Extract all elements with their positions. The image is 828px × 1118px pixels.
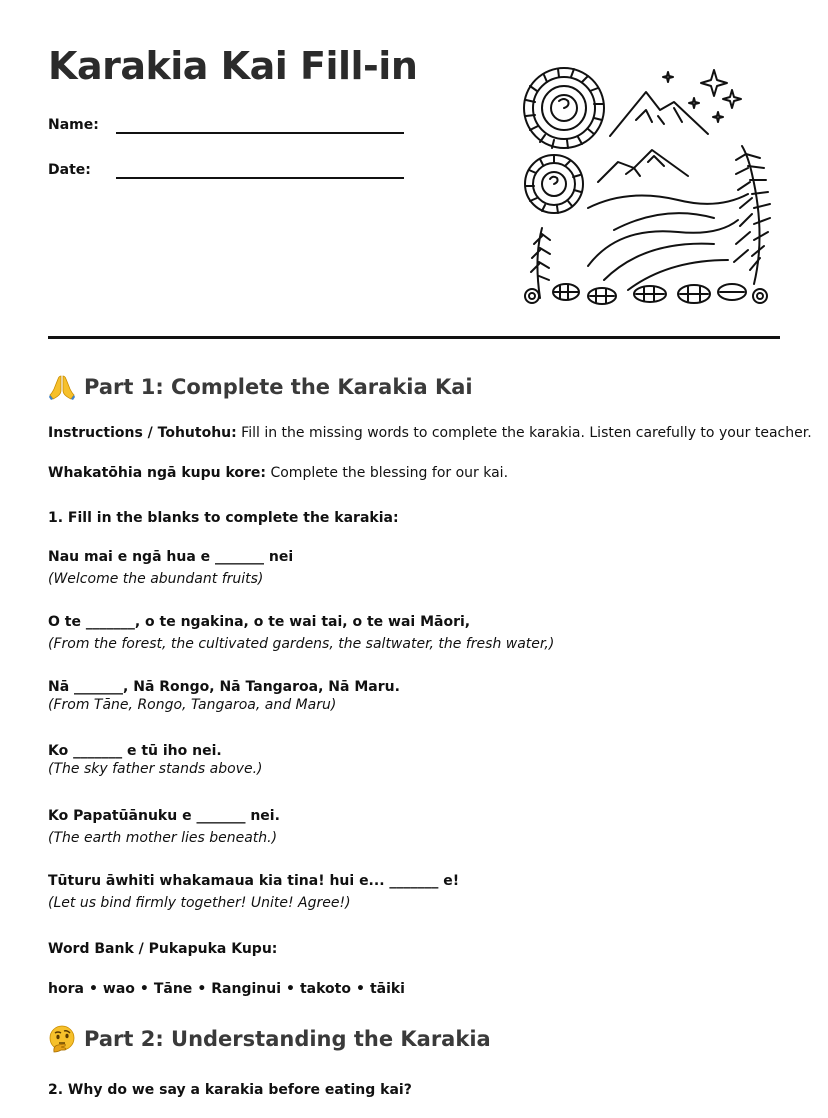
word-bank-item: Ranginui	[211, 981, 282, 997]
karakia-line	[48, 873, 459, 911]
karakia-maori: Ko _______ e tū iho nei.	[48, 743, 222, 759]
word-bank: hora • wao • Tāne • Ranginui • takoto • tāiki	[48, 981, 405, 997]
karakia-line	[48, 614, 554, 652]
karakia-english: (From Tāne, Rongo, Tangaroa, and Maru)	[48, 697, 337, 713]
whakatohia	[48, 465, 508, 481]
name-line[interactable]	[116, 132, 404, 134]
thinking-face-icon	[48, 1025, 76, 1053]
star-large	[701, 70, 727, 96]
word-bank-item: tāiki	[369, 981, 405, 997]
word-bank-title: Word Bank / Pukapuka Kupu:	[48, 941, 278, 957]
word-bank-item: wao	[102, 981, 135, 997]
whakatohia-label: Whakatōhia ngā kupu kore:	[48, 465, 267, 481]
karakia-maori: Ko Papatūānuku e _______ nei.	[48, 808, 280, 824]
koru-spiral-small	[525, 155, 583, 213]
landscape-illustration	[518, 58, 774, 314]
karakia-english: (The earth mother lies beneath.)	[48, 830, 278, 846]
word-bank-item: hora	[48, 981, 84, 997]
part2-heading	[48, 1025, 491, 1053]
river	[588, 194, 748, 208]
karakia-english: (Let us bind firmly together! Unite! Agree!)	[48, 895, 351, 911]
name-field[interactable]	[48, 117, 116, 133]
karakia-maori: Nā _______, Nā Rongo, Nā Tangaroa, Nā Maru.	[48, 679, 400, 695]
karakia-line	[48, 808, 280, 846]
fern-frond	[734, 146, 770, 284]
date-field[interactable]	[48, 162, 116, 178]
name-label: Name:	[48, 117, 99, 133]
karakia-english: (From the forest, the cultivated gardens, the saltwater, the fresh water,)	[48, 636, 555, 652]
karakia-line	[48, 743, 262, 777]
date-label: Date:	[48, 162, 91, 178]
question-1: 1. Fill in the blanks to complete the karakia:	[48, 510, 399, 526]
date-line[interactable]	[116, 177, 404, 179]
part1-heading	[48, 373, 473, 401]
question-2: 2. Why do we say a karakia before eating kai?	[48, 1082, 412, 1098]
mountain-range	[598, 150, 688, 182]
karakia-maori: Nau mai e ngā hua e _______ nei	[48, 549, 294, 565]
word-bank-item: Tāne	[153, 981, 193, 997]
folded-hands-icon	[48, 373, 76, 401]
instructions-label: Instructions / Tohutohu:	[48, 425, 237, 441]
page-title: Karakia Kai Fill-in	[48, 44, 418, 88]
word-bank-item: takoto	[299, 981, 351, 997]
instructions-text: Fill in the missing words to complete the karakia. Listen carefully to your teacher.	[236, 425, 812, 441]
instructions	[48, 425, 812, 441]
karakia-english: (Welcome the abundant fruits)	[48, 571, 264, 587]
karakia-maori: Tūturu āwhiti whakamaua kia tina! hui e... _______ e!	[48, 873, 460, 889]
karakia-line	[48, 549, 293, 587]
karakia-maori: O te _______, o te ngakina, o te wai tai, o te wai Māori,	[48, 614, 471, 630]
koru-spiral-large	[524, 68, 604, 148]
part1-heading-text: Part 1: Complete the Karakia Kai	[84, 375, 473, 399]
karakia-line	[48, 679, 400, 713]
section-divider	[48, 336, 780, 339]
karakia-english: (The sky father stands above.)	[48, 761, 263, 777]
part2-heading-text: Part 2: Understanding the Karakia	[84, 1027, 491, 1051]
koru-border	[525, 284, 767, 304]
fern-small	[531, 228, 550, 298]
whakatohia-text: Complete the blessing for our kai.	[266, 465, 509, 481]
